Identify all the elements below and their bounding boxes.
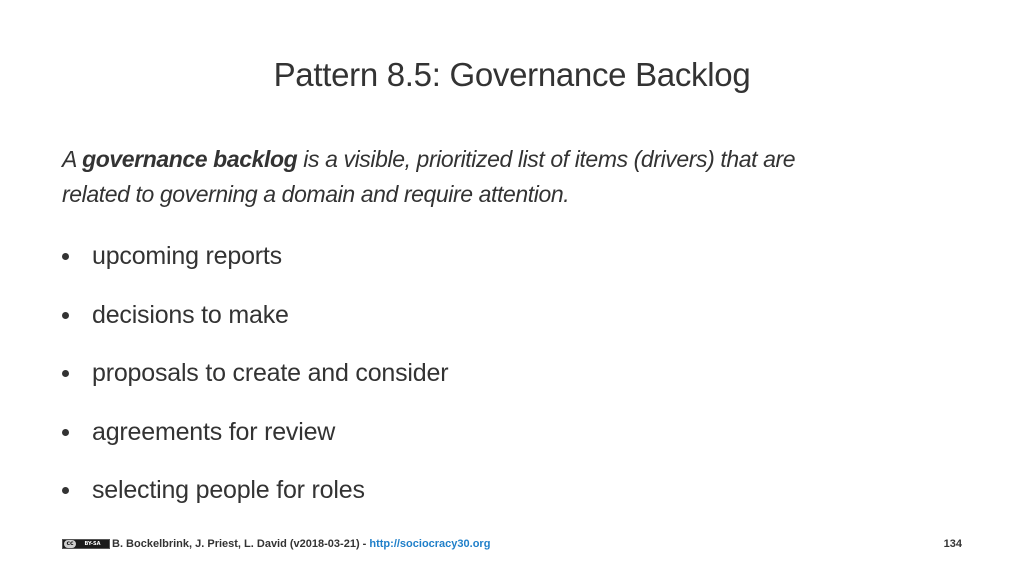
bullet-text: decisions to make bbox=[92, 300, 289, 329]
slide-footer bbox=[62, 536, 962, 552]
definition-term: governance backlog bbox=[82, 146, 298, 172]
bullet-item bbox=[62, 295, 448, 354]
bullet-dot-icon bbox=[62, 429, 69, 436]
bullet-dot-icon bbox=[62, 312, 69, 319]
definition-paragraph bbox=[62, 142, 962, 212]
bullet-text: proposals to create and consider bbox=[92, 359, 449, 388]
bullet-item bbox=[62, 470, 448, 529]
cc-license-icon[interactable] bbox=[62, 539, 110, 549]
bullet-dot-icon bbox=[62, 370, 69, 377]
sociocracy30-link[interactable]: http://sociocracy30.org bbox=[369, 538, 491, 550]
definition-prefix: A bbox=[62, 146, 83, 172]
credits-text: B. Bockelbrink, J. Priest, L. David (v2018-03-21) - bbox=[112, 538, 370, 550]
bullet-item bbox=[62, 353, 448, 412]
bullet-item bbox=[62, 412, 448, 471]
bullet-dot-icon bbox=[62, 253, 69, 260]
footer-credits bbox=[112, 536, 490, 552]
bullet-text: selecting people for roles bbox=[92, 476, 365, 505]
license-label: BY-SA bbox=[84, 541, 101, 547]
definition-line1-rest: is a visible, prioritized list of items (drivers) that are bbox=[297, 146, 796, 172]
definition-line2: related to governing a domain and require attention. bbox=[62, 181, 570, 207]
page-number: 134 bbox=[943, 538, 962, 550]
cc-logo-icon: cc bbox=[64, 540, 76, 548]
bullet-item bbox=[62, 236, 448, 295]
bullet-dot-icon bbox=[62, 487, 69, 494]
bullet-list bbox=[62, 236, 448, 529]
slide-title: Pattern 8.5: Governance Backlog bbox=[273, 56, 751, 93]
bullet-text: upcoming reports bbox=[92, 242, 282, 270]
bullet-text: agreements for review bbox=[92, 417, 336, 446]
